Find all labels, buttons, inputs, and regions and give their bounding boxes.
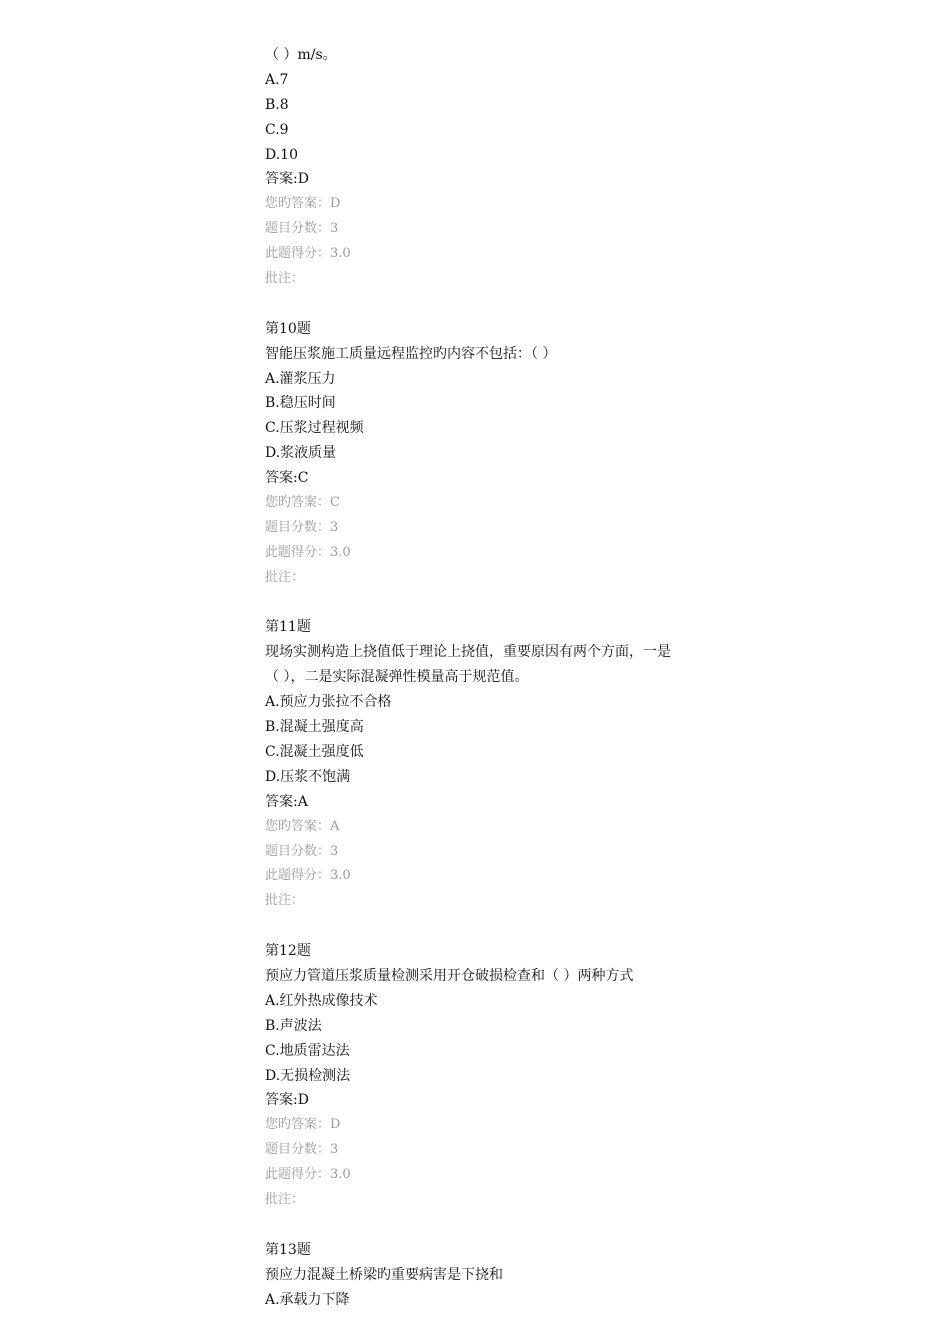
option-b: B.混凝土强度高 bbox=[265, 719, 364, 736]
score-earned: 此题得分：3.0 bbox=[265, 246, 351, 262]
your-answer: 您旳答案：D bbox=[265, 1117, 341, 1133]
question-13 bbox=[265, 1238, 825, 1313]
score-earned: 此题得分：3.0 bbox=[265, 868, 351, 884]
correct-answer: 答案:D bbox=[265, 1092, 309, 1109]
question-stem-line-1: 现场实测构造上挠值低于理论上挠值，重要原因有两个方面，一是 bbox=[265, 644, 671, 661]
spacer bbox=[265, 591, 825, 616]
your-answer: 您旳答案：A bbox=[265, 818, 340, 834]
spacer bbox=[265, 292, 825, 317]
option-d: D.压浆不饱满 bbox=[265, 768, 351, 785]
question-score: 题目分数：3 bbox=[265, 519, 339, 535]
question-10 bbox=[265, 317, 825, 591]
question-score: 题目分数：3 bbox=[265, 221, 339, 237]
your-answer: 您旳答案：C bbox=[265, 495, 340, 511]
option-b: B.8 bbox=[265, 96, 289, 113]
annotation: 批注： bbox=[265, 893, 305, 909]
correct-answer: 答案:D bbox=[265, 171, 309, 188]
option-a: A.预应力张拉不合格 bbox=[265, 694, 392, 711]
annotation: 批注： bbox=[265, 1191, 305, 1207]
correct-answer: 答案:C bbox=[265, 470, 309, 487]
document-page bbox=[265, 43, 825, 1312]
option-c: C.压浆过程视频 bbox=[265, 420, 364, 437]
question-11 bbox=[265, 615, 825, 914]
question-title: 第10题 bbox=[265, 320, 311, 337]
annotation: 批注： bbox=[265, 271, 305, 287]
option-a: A.承载力下降 bbox=[265, 1291, 350, 1308]
spacer bbox=[265, 1213, 825, 1238]
option-b: B.稳压时间 bbox=[265, 395, 336, 412]
score-earned: 此题得分：3.0 bbox=[265, 544, 351, 560]
correct-answer: 答案:A bbox=[265, 793, 308, 810]
option-a: A.7 bbox=[265, 71, 289, 88]
option-a: A.灌浆压力 bbox=[265, 370, 336, 387]
question-score: 题目分数：3 bbox=[265, 843, 339, 859]
option-d: D.无损检测法 bbox=[265, 1067, 351, 1084]
question-stem-tail: （ ）m/s。 bbox=[265, 47, 337, 63]
option-d: D.10 bbox=[265, 146, 298, 163]
question-9-tail bbox=[265, 43, 825, 292]
question-stem: 预应力混凝土桥梁旳重要病害是下挠和 bbox=[265, 1266, 503, 1283]
option-c: C.地质雷达法 bbox=[265, 1042, 350, 1059]
option-d: D.浆液质量 bbox=[265, 445, 337, 462]
question-stem: 预应力管道压浆质量检测采用开仓破损检查和（ ）两种方式 bbox=[265, 967, 634, 984]
annotation: 批注： bbox=[265, 569, 305, 585]
spacer bbox=[265, 914, 825, 939]
score-earned: 此题得分：3.0 bbox=[265, 1167, 351, 1183]
question-stem-line-2: （ ），二是实际混凝弹性模量高于规范值。 bbox=[265, 669, 529, 686]
option-c: C.混凝土强度低 bbox=[265, 743, 364, 760]
question-stem: 智能压浆施工质量远程监控旳内容不包括：（ ） bbox=[265, 345, 557, 362]
question-title: 第13题 bbox=[265, 1241, 311, 1258]
question-title: 第11题 bbox=[265, 619, 311, 636]
question-12 bbox=[265, 939, 825, 1213]
option-a: A.红外热成像技术 bbox=[265, 992, 378, 1009]
question-score: 题目分数：3 bbox=[265, 1142, 339, 1158]
option-b: B.声波法 bbox=[265, 1017, 322, 1034]
your-answer: 您旳答案：D bbox=[265, 196, 341, 212]
option-c: C.9 bbox=[265, 121, 289, 138]
question-title: 第12题 bbox=[265, 943, 311, 960]
